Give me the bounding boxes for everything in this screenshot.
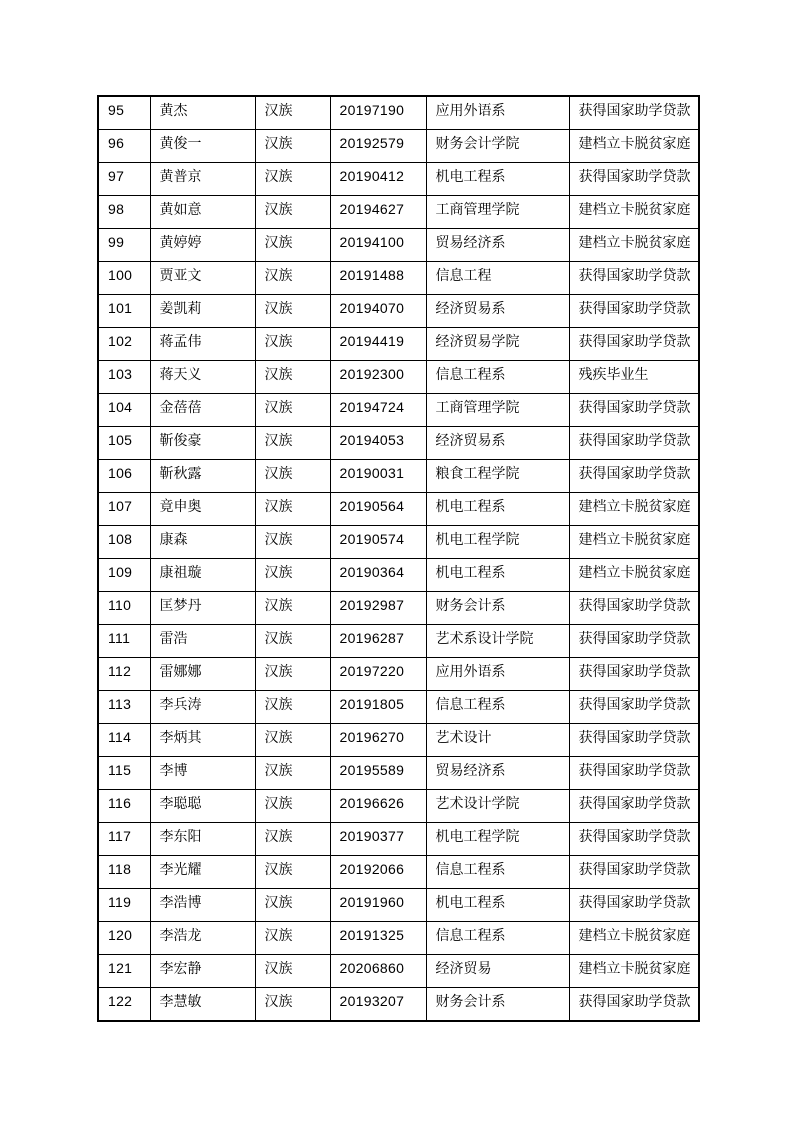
table-row <box>98 691 699 724</box>
cell-row-number: 95 <box>98 96 150 130</box>
cell-row-number: 109 <box>98 559 150 592</box>
cell-funding-status: 建档立卡脱贫家庭 <box>569 493 699 526</box>
cell-student-id: 20190377 <box>330 823 426 856</box>
cell-department: 财务会计学院 <box>426 130 569 163</box>
cell-department: 机电工程学院 <box>426 823 569 856</box>
cell-funding-status: 获得国家助学贷款 <box>569 856 699 889</box>
cell-funding-status: 获得国家助学贷款 <box>569 295 699 328</box>
cell-funding-status: 建档立卡脱贫家庭 <box>569 922 699 955</box>
cell-funding-status: 获得国家助学贷款 <box>569 658 699 691</box>
cell-name: 李浩博 <box>150 889 255 922</box>
cell-ethnicity: 汉族 <box>255 889 330 922</box>
cell-department: 艺术系设计学院 <box>426 625 569 658</box>
cell-row-number: 106 <box>98 460 150 493</box>
cell-funding-status: 获得国家助学贷款 <box>569 790 699 823</box>
cell-ethnicity: 汉族 <box>255 691 330 724</box>
table-row <box>98 427 699 460</box>
cell-row-number: 114 <box>98 724 150 757</box>
cell-funding-status: 获得国家助学贷款 <box>569 691 699 724</box>
cell-department: 经济贸易系 <box>426 295 569 328</box>
cell-student-id: 20194070 <box>330 295 426 328</box>
table-row <box>98 625 699 658</box>
cell-name: 竟申奥 <box>150 493 255 526</box>
table-row <box>98 295 699 328</box>
table-row <box>98 922 699 955</box>
cell-row-number: 97 <box>98 163 150 196</box>
cell-funding-status: 获得国家助学贷款 <box>569 625 699 658</box>
cell-row-number: 103 <box>98 361 150 394</box>
cell-department: 财务会计系 <box>426 592 569 625</box>
cell-name: 雷娜娜 <box>150 658 255 691</box>
cell-funding-status: 建档立卡脱贫家庭 <box>569 559 699 592</box>
cell-row-number: 99 <box>98 229 150 262</box>
cell-funding-status: 获得国家助学贷款 <box>569 262 699 295</box>
cell-student-id: 20192579 <box>330 130 426 163</box>
table-row <box>98 163 699 196</box>
cell-ethnicity: 汉族 <box>255 559 330 592</box>
cell-name: 李浩龙 <box>150 922 255 955</box>
student-roster-table <box>97 95 700 1022</box>
table-row <box>98 823 699 856</box>
cell-department: 贸易经济系 <box>426 757 569 790</box>
cell-ethnicity: 汉族 <box>255 295 330 328</box>
cell-department: 艺术设计 <box>426 724 569 757</box>
cell-ethnicity: 汉族 <box>255 262 330 295</box>
cell-row-number: 105 <box>98 427 150 460</box>
cell-funding-status: 获得国家助学贷款 <box>569 889 699 922</box>
cell-funding-status: 建档立卡脱贫家庭 <box>569 229 699 262</box>
cell-name: 蒋天义 <box>150 361 255 394</box>
cell-name: 黄婷婷 <box>150 229 255 262</box>
cell-name: 贾亚文 <box>150 262 255 295</box>
cell-row-number: 98 <box>98 196 150 229</box>
cell-student-id: 20196270 <box>330 724 426 757</box>
cell-row-number: 104 <box>98 394 150 427</box>
cell-funding-status: 获得国家助学贷款 <box>569 394 699 427</box>
cell-row-number: 118 <box>98 856 150 889</box>
cell-student-id: 20206860 <box>330 955 426 988</box>
cell-funding-status: 获得国家助学贷款 <box>569 592 699 625</box>
cell-ethnicity: 汉族 <box>255 856 330 889</box>
cell-department: 财务会计系 <box>426 988 569 1022</box>
cell-row-number: 101 <box>98 295 150 328</box>
table-body <box>98 96 699 1021</box>
cell-name: 李宏静 <box>150 955 255 988</box>
cell-row-number: 111 <box>98 625 150 658</box>
table-row <box>98 559 699 592</box>
cell-name: 匡梦丹 <box>150 592 255 625</box>
table-row <box>98 493 699 526</box>
cell-department: 经济贸易系 <box>426 427 569 460</box>
cell-student-id: 20196626 <box>330 790 426 823</box>
cell-name: 李炳其 <box>150 724 255 757</box>
cell-student-id: 20192300 <box>330 361 426 394</box>
cell-funding-status: 残疾毕业生 <box>569 361 699 394</box>
cell-name: 李博 <box>150 757 255 790</box>
cell-student-id: 20194627 <box>330 196 426 229</box>
cell-department: 粮食工程学院 <box>426 460 569 493</box>
table-row <box>98 262 699 295</box>
cell-department: 贸易经济系 <box>426 229 569 262</box>
table-row <box>98 96 699 130</box>
cell-ethnicity: 汉族 <box>255 394 330 427</box>
cell-department: 工商管理学院 <box>426 196 569 229</box>
table-row <box>98 955 699 988</box>
cell-name: 靳秋露 <box>150 460 255 493</box>
table-row <box>98 592 699 625</box>
cell-row-number: 122 <box>98 988 150 1022</box>
cell-ethnicity: 汉族 <box>255 328 330 361</box>
cell-ethnicity: 汉族 <box>255 592 330 625</box>
cell-name: 金蓓蓓 <box>150 394 255 427</box>
cell-name: 康森 <box>150 526 255 559</box>
cell-ethnicity: 汉族 <box>255 229 330 262</box>
cell-student-id: 20194100 <box>330 229 426 262</box>
cell-name: 姜凯莉 <box>150 295 255 328</box>
cell-student-id: 20196287 <box>330 625 426 658</box>
cell-name: 康祖璇 <box>150 559 255 592</box>
cell-student-id: 20191805 <box>330 691 426 724</box>
cell-student-id: 20197190 <box>330 96 426 130</box>
cell-department: 信息工程系 <box>426 361 569 394</box>
cell-student-id: 20193207 <box>330 988 426 1022</box>
cell-ethnicity: 汉族 <box>255 757 330 790</box>
cell-ethnicity: 汉族 <box>255 196 330 229</box>
table-row <box>98 790 699 823</box>
cell-department: 信息工程系 <box>426 856 569 889</box>
cell-department: 信息工程系 <box>426 691 569 724</box>
cell-ethnicity: 汉族 <box>255 163 330 196</box>
table-row <box>98 130 699 163</box>
cell-name: 黄如意 <box>150 196 255 229</box>
cell-student-id: 20194419 <box>330 328 426 361</box>
cell-department: 机电工程学院 <box>426 526 569 559</box>
table-row <box>98 394 699 427</box>
table-row <box>98 724 699 757</box>
table-row <box>98 889 699 922</box>
cell-name: 李慧敏 <box>150 988 255 1022</box>
cell-department: 信息工程 <box>426 262 569 295</box>
cell-funding-status: 获得国家助学贷款 <box>569 823 699 856</box>
cell-student-id: 20190031 <box>330 460 426 493</box>
cell-name: 雷浩 <box>150 625 255 658</box>
cell-row-number: 102 <box>98 328 150 361</box>
cell-department: 应用外语系 <box>426 96 569 130</box>
table-row <box>98 196 699 229</box>
cell-row-number: 100 <box>98 262 150 295</box>
cell-funding-status: 获得国家助学贷款 <box>569 757 699 790</box>
cell-ethnicity: 汉族 <box>255 427 330 460</box>
cell-ethnicity: 汉族 <box>255 526 330 559</box>
cell-department: 工商管理学院 <box>426 394 569 427</box>
table-row <box>98 328 699 361</box>
cell-student-id: 20192066 <box>330 856 426 889</box>
cell-department: 经济贸易学院 <box>426 328 569 361</box>
table-row <box>98 460 699 493</box>
cell-name: 黄普京 <box>150 163 255 196</box>
cell-row-number: 108 <box>98 526 150 559</box>
cell-name: 李光耀 <box>150 856 255 889</box>
cell-row-number: 117 <box>98 823 150 856</box>
cell-ethnicity: 汉族 <box>255 724 330 757</box>
table-row <box>98 526 699 559</box>
cell-funding-status: 获得国家助学贷款 <box>569 724 699 757</box>
cell-student-id: 20197220 <box>330 658 426 691</box>
cell-row-number: 96 <box>98 130 150 163</box>
cell-row-number: 121 <box>98 955 150 988</box>
cell-funding-status: 建档立卡脱贫家庭 <box>569 196 699 229</box>
cell-department: 机电工程系 <box>426 493 569 526</box>
cell-name: 李兵涛 <box>150 691 255 724</box>
cell-funding-status: 获得国家助学贷款 <box>569 988 699 1022</box>
cell-ethnicity: 汉族 <box>255 460 330 493</box>
cell-department: 机电工程系 <box>426 559 569 592</box>
cell-ethnicity: 汉族 <box>255 130 330 163</box>
table-row <box>98 658 699 691</box>
cell-row-number: 120 <box>98 922 150 955</box>
cell-row-number: 113 <box>98 691 150 724</box>
table-row <box>98 229 699 262</box>
cell-student-id: 20191325 <box>330 922 426 955</box>
cell-ethnicity: 汉族 <box>255 988 330 1022</box>
cell-row-number: 115 <box>98 757 150 790</box>
cell-row-number: 112 <box>98 658 150 691</box>
cell-funding-status: 建档立卡脱贫家庭 <box>569 955 699 988</box>
cell-funding-status: 建档立卡脱贫家庭 <box>569 130 699 163</box>
cell-student-id: 20190564 <box>330 493 426 526</box>
cell-name: 蒋孟伟 <box>150 328 255 361</box>
cell-student-id: 20190364 <box>330 559 426 592</box>
cell-department: 机电工程系 <box>426 889 569 922</box>
cell-department: 应用外语系 <box>426 658 569 691</box>
cell-row-number: 107 <box>98 493 150 526</box>
cell-ethnicity: 汉族 <box>255 790 330 823</box>
cell-student-id: 20192987 <box>330 592 426 625</box>
cell-department: 机电工程系 <box>426 163 569 196</box>
cell-ethnicity: 汉族 <box>255 922 330 955</box>
cell-ethnicity: 汉族 <box>255 658 330 691</box>
cell-funding-status: 建档立卡脱贫家庭 <box>569 526 699 559</box>
cell-ethnicity: 汉族 <box>255 955 330 988</box>
cell-row-number: 116 <box>98 790 150 823</box>
cell-name: 黄杰 <box>150 96 255 130</box>
cell-ethnicity: 汉族 <box>255 625 330 658</box>
cell-student-id: 20191960 <box>330 889 426 922</box>
cell-student-id: 20190574 <box>330 526 426 559</box>
cell-department: 信息工程系 <box>426 922 569 955</box>
cell-funding-status: 获得国家助学贷款 <box>569 328 699 361</box>
cell-funding-status: 获得国家助学贷款 <box>569 163 699 196</box>
cell-ethnicity: 汉族 <box>255 493 330 526</box>
cell-student-id: 20190412 <box>330 163 426 196</box>
cell-name: 靳俊豪 <box>150 427 255 460</box>
cell-row-number: 110 <box>98 592 150 625</box>
table-row <box>98 757 699 790</box>
cell-student-id: 20191488 <box>330 262 426 295</box>
cell-funding-status: 获得国家助学贷款 <box>569 460 699 493</box>
cell-student-id: 20195589 <box>330 757 426 790</box>
cell-student-id: 20194724 <box>330 394 426 427</box>
cell-name: 黄俊一 <box>150 130 255 163</box>
cell-funding-status: 获得国家助学贷款 <box>569 96 699 130</box>
cell-department: 艺术设计学院 <box>426 790 569 823</box>
table-row <box>98 856 699 889</box>
cell-ethnicity: 汉族 <box>255 96 330 130</box>
cell-name: 李聪聪 <box>150 790 255 823</box>
cell-student-id: 20194053 <box>330 427 426 460</box>
cell-ethnicity: 汉族 <box>255 361 330 394</box>
cell-ethnicity: 汉族 <box>255 823 330 856</box>
cell-row-number: 119 <box>98 889 150 922</box>
table-row <box>98 361 699 394</box>
cell-funding-status: 获得国家助学贷款 <box>569 427 699 460</box>
cell-department: 经济贸易 <box>426 955 569 988</box>
table-row <box>98 988 699 1022</box>
cell-name: 李东阳 <box>150 823 255 856</box>
